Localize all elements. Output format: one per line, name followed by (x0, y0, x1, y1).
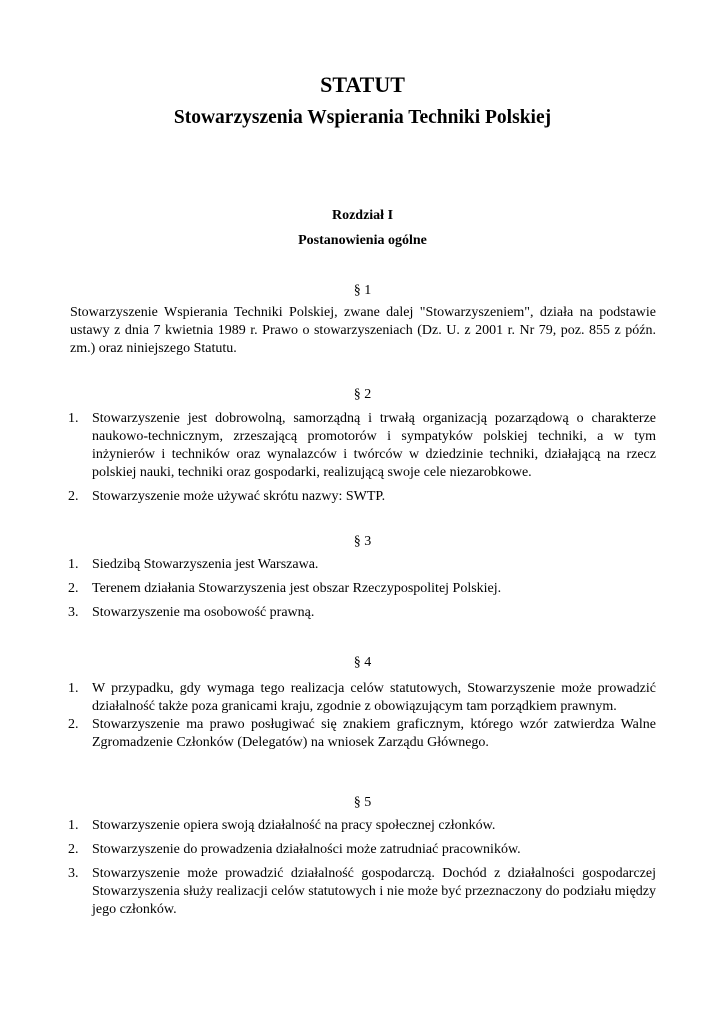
list-item-text: W przypadku, gdy wymaga tego realizacja celów statutowych, Stowarzyszenie może prowadzić działalność także poza granicami kraju, zgodnie z obowiązującym tam porządkiem prawnym. (92, 681, 656, 714)
section-2-list (68, 410, 656, 506)
list-item-text: Stowarzyszenie do prowadzenia działalności może zatrudniać pracowników. (92, 842, 521, 857)
list-item (68, 841, 656, 859)
list-item-text: Stowarzyszenie może używać skrótu nazwy: SWTP. (92, 489, 386, 504)
list-item-text: Stowarzyszenie opiera swoją działalność na pracy społecznej członków. (92, 818, 496, 833)
list-item (68, 410, 656, 482)
list-item-number: 1. (68, 681, 79, 696)
section-mark-3: § 3 (353, 534, 372, 549)
list-item-text: Stowarzyszenie ma prawo posługiwać się znakiem graficznym, którego wzór zatwierdza Walne Zgromadzenie Członków (Delegatów) na wniosek Zarządu Głównego. (92, 717, 656, 750)
document-title: STATUT (320, 72, 405, 97)
list-item-text: Stowarzyszenie ma osobowość prawną. (92, 605, 315, 620)
list-item (68, 604, 656, 622)
list-item (68, 817, 656, 835)
list-item-number: 2. (68, 489, 79, 504)
list-item (68, 716, 656, 752)
section-5-list (68, 817, 656, 919)
list-item-text: Terenem działania Stowarzyszenia jest obszar Rzeczypospolitej Polskiej. (92, 581, 502, 596)
list-item-text: Stowarzyszenie może prowadzić działalność gospodarczą. Dochód z działalności gospodarczej Stowarzyszenia służy realizacji celów statutowych i nie może być przeznaczony do podziału między jego członków. (92, 866, 656, 917)
section-mark-1: § 1 (353, 283, 372, 298)
list-item-number: 3. (68, 605, 79, 620)
section-3-list (68, 556, 656, 622)
list-item-number: 2. (68, 842, 79, 857)
section-1-text: Stowarzyszenie Wspierania Techniki Polskiej, zwane dalej "Stowarzyszeniem", działa na podstawie ustawy z dnia 7 kwietnia 1989 r. Prawo o stowarzyszeniach (Dz. U. z 2001 r. Nr 79, poz. 855 z późn. zm.) oraz niniejszego Statutu. (70, 305, 656, 356)
list-item-number: 2. (68, 717, 79, 732)
section-mark-5: § 5 (353, 795, 372, 810)
document-subtitle: Stowarzyszenia Wspierania Techniki Polskiej (173, 107, 552, 128)
list-item (68, 865, 656, 919)
list-item-number: 3. (68, 866, 79, 881)
section-4-list (68, 680, 656, 752)
list-item (68, 488, 656, 506)
list-item-number: 1. (68, 557, 79, 572)
list-item-number: 1. (68, 818, 79, 833)
list-item (68, 680, 656, 716)
list-item-number: 1. (68, 411, 79, 426)
section-mark-4: § 4 (353, 655, 372, 670)
list-item (68, 556, 656, 574)
list-item-text: Stowarzyszenie jest dobrowolną, samorządną i trwałą organizacją pozarządową o charakterze naukowo-technicznym, zrzeszającą promotorów i sympatyków polskiej techniki, a w tym inżynierów i techników oraz wynalazców i twórców w dziedzinie techniki, działającą na rzecz polskiej nauki, techniki oraz gospodarki, realizującą swoje cele niezarobkowe. (92, 411, 656, 480)
chapter-label: Rozdział I (331, 208, 394, 223)
list-item (68, 580, 656, 598)
chapter-title: Postanowienia ogólne (298, 233, 427, 248)
list-item-text: Siedzibą Stowarzyszenia jest Warszawa. (92, 557, 319, 572)
list-item-number: 2. (68, 581, 79, 596)
section-mark-2: § 2 (353, 387, 372, 402)
